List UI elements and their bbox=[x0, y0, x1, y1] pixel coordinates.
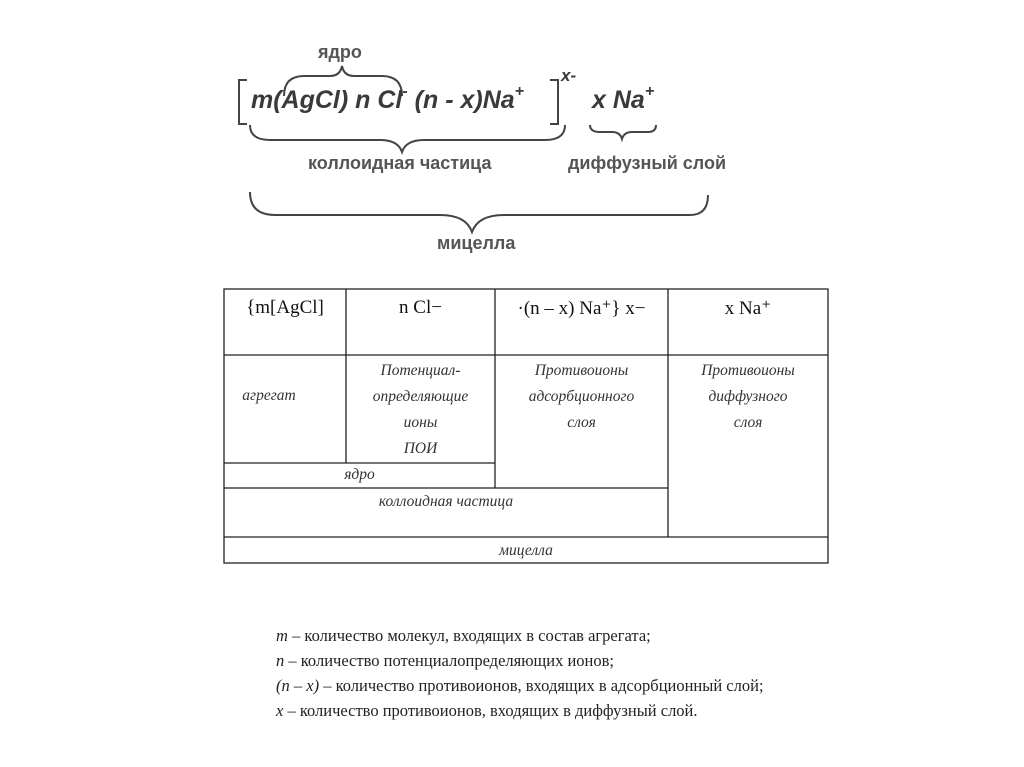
desc-poi bbox=[346, 358, 495, 462]
desc-adsorption-line: Противоионы bbox=[534, 362, 629, 379]
header-aggregate-text: {m[AgCl] bbox=[246, 297, 324, 318]
diffuse-formula-charge: + bbox=[644, 83, 655, 100]
formula-core: m(AgCl) n Cl bbox=[251, 86, 403, 114]
particle-charge: x- bbox=[561, 66, 577, 85]
row-core: ядро bbox=[344, 466, 375, 483]
header-poi bbox=[346, 297, 495, 319]
micelle-label: мицелла bbox=[437, 233, 516, 253]
desc-diffuse-line: слоя bbox=[733, 414, 763, 431]
legend-symbol: x bbox=[276, 701, 284, 720]
header-diffuse-text: x Na⁺ bbox=[724, 298, 772, 319]
header-poi-text: n Cl− bbox=[399, 297, 442, 318]
legend-item bbox=[276, 673, 764, 698]
legend-text: – количество противоионов, входящих в диффузный слой. bbox=[283, 701, 698, 720]
desc-diffuse-line: диффузного bbox=[708, 388, 788, 405]
row-colloid-particle: коллоидная частица bbox=[378, 493, 514, 510]
desc-poi-line: ионы bbox=[403, 414, 438, 431]
desc-adsorption-line: слоя bbox=[567, 414, 596, 431]
desc-diffuse-line: Противоионы bbox=[701, 362, 795, 379]
legend-symbol: (n – x) bbox=[276, 676, 320, 695]
row-micelle: мицелла bbox=[499, 542, 553, 559]
legend-text: – количество молекул, входящих в состав агрегата; bbox=[287, 626, 651, 645]
legend bbox=[276, 623, 764, 723]
legend-symbol: m bbox=[276, 626, 288, 645]
header-adsorption-text: ·(n – x) Na⁺} x− bbox=[517, 298, 646, 319]
core-label: ядро bbox=[318, 42, 362, 62]
formula-na-charge: + bbox=[514, 83, 524, 100]
diffuse-label: диффузный слой bbox=[568, 153, 727, 173]
desc-poi-line: Потенциал- bbox=[380, 362, 461, 379]
formula-cl-charge: - bbox=[402, 83, 408, 100]
desc-adsorption-line: адсорбционного bbox=[528, 388, 635, 405]
legend-symbol: n bbox=[276, 651, 285, 670]
desc-diffuse bbox=[668, 358, 828, 436]
diffuse-formula-text: x Na bbox=[592, 86, 645, 114]
colloid-label: коллоидная частица bbox=[308, 153, 492, 173]
legend-text: – количество противоионов, входящих в адсорбционный слой; bbox=[319, 676, 764, 695]
legend-text: – количество потенциалопределяющих ионов; bbox=[284, 651, 614, 670]
desc-poi-line: определяющие bbox=[372, 388, 469, 405]
desc-aggregate: агрегат bbox=[242, 387, 296, 404]
legend-item bbox=[276, 698, 764, 723]
header-aggregate bbox=[224, 297, 346, 319]
legend-item bbox=[276, 648, 764, 673]
legend-item bbox=[276, 623, 764, 648]
desc-poi-line: ПОИ bbox=[403, 440, 438, 457]
formula-counterions: (n - x)Na bbox=[414, 86, 515, 114]
header-adsorption bbox=[495, 297, 668, 320]
desc-adsorption bbox=[495, 358, 668, 436]
header-diffuse bbox=[668, 297, 828, 320]
